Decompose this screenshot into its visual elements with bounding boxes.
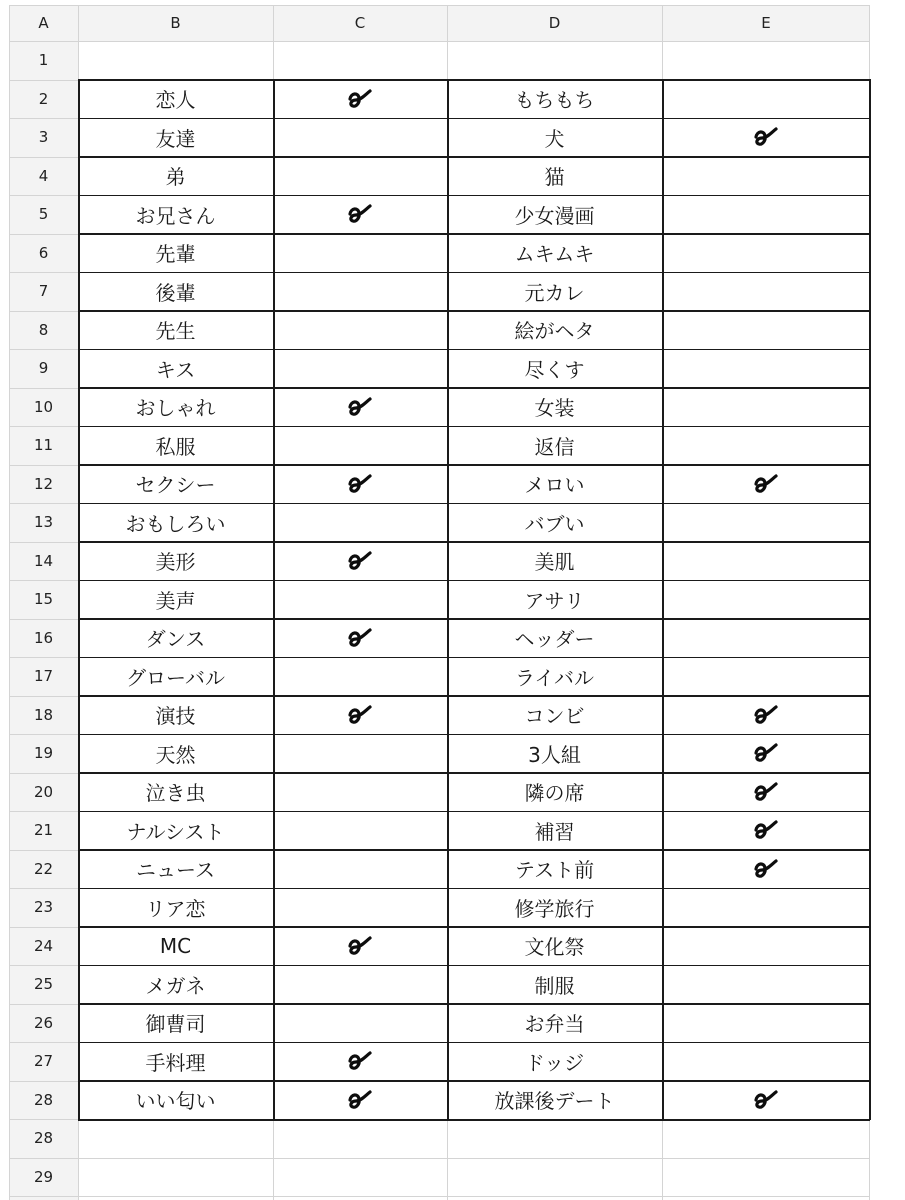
row-header[interactable]: 9 [38, 359, 49, 378]
cell-e28[interactable] [662, 1081, 870, 1120]
cell-b14[interactable]: 美形 [155, 550, 196, 575]
cell-e10[interactable] [662, 388, 870, 427]
table-border-h [78, 657, 870, 659]
cell-e23[interactable] [662, 888, 870, 927]
row-header[interactable]: 1 [38, 51, 49, 70]
table-border-h [78, 272, 870, 274]
checkmark-icon [754, 1090, 778, 1110]
checkmark-icon [754, 859, 778, 879]
cell-d25[interactable]: 制服 [534, 973, 575, 998]
table-border-h [78, 849, 870, 851]
cell-d9[interactable]: 尽くす [524, 357, 585, 382]
cell-b12[interactable]: セクシー [135, 473, 216, 498]
corner-header[interactable]: A [38, 14, 49, 32]
cell-b13[interactable]: おもしろい [125, 511, 226, 536]
checkmark-icon [754, 474, 778, 494]
cell-d17[interactable]: ライバル [515, 665, 594, 690]
checkmark-icon [754, 743, 778, 763]
cell-b18[interactable]: 演技 [155, 704, 196, 729]
row-header[interactable]: 2 [38, 89, 49, 108]
row-header[interactable]: 18 [33, 705, 54, 724]
cell-d30[interactable] [447, 1158, 662, 1197]
cell-d13[interactable]: バブい [524, 511, 585, 536]
table-border-h [78, 888, 870, 890]
cell-d21[interactable]: 補習 [534, 819, 575, 844]
table-border-h [78, 503, 870, 505]
cell-c28[interactable] [273, 1081, 447, 1120]
checkmark-icon [754, 820, 778, 840]
cell-d29[interactable] [447, 1119, 662, 1158]
cell-d23[interactable]: 修学旅行 [514, 896, 595, 921]
cell-e11[interactable] [662, 426, 870, 465]
cell-c22[interactable] [273, 850, 447, 889]
checkmark-icon [348, 397, 372, 417]
cell-b10[interactable]: おしゃれ [135, 396, 216, 421]
table-border-h [78, 618, 870, 620]
table-border-h [78, 310, 870, 312]
cell-b11[interactable]: 私服 [155, 434, 196, 459]
cell-e4[interactable] [662, 157, 870, 196]
table-border-h [78, 1042, 870, 1044]
cell-b2[interactable]: 恋人 [155, 88, 196, 113]
cell-d5[interactable]: 少女漫画 [514, 203, 595, 228]
cell-b27[interactable]: 手料理 [145, 1050, 206, 1075]
row-header[interactable]: 28 [33, 1090, 54, 1109]
cell-e15[interactable] [662, 580, 870, 619]
checkmark-icon [348, 936, 372, 956]
table-border-h [78, 541, 870, 543]
cell-e19[interactable] [662, 734, 870, 773]
checkmark-icon [348, 1090, 372, 1110]
cell-e12[interactable] [662, 465, 870, 504]
cell-b20[interactable]: 泣き虫 [145, 781, 206, 806]
cell-b22[interactable]: ニュース [136, 858, 215, 883]
column-header-d[interactable]: D [548, 14, 561, 32]
cell-b6[interactable]: 先輩 [155, 242, 196, 267]
row-header[interactable]: 3 [38, 128, 49, 147]
table-border-h [78, 387, 870, 389]
cell-b21[interactable]: ナルシスト [126, 819, 225, 844]
checkmark-icon [348, 204, 372, 224]
cell-b4[interactable]: 弟 [165, 165, 186, 190]
cell-b23[interactable]: リア恋 [145, 896, 206, 921]
cell-c30[interactable] [273, 1158, 447, 1197]
table-border-v [662, 79, 664, 1120]
checkmark-icon [754, 127, 778, 147]
cell-d27[interactable]: ドッジ [524, 1050, 585, 1075]
table-border-h [78, 734, 870, 736]
cell-d1[interactable] [447, 41, 662, 80]
cell-b3[interactable]: 友達 [155, 126, 196, 151]
cell-d4[interactable]: 猫 [544, 165, 565, 190]
cell-d7[interactable]: 元カレ [524, 280, 585, 305]
row-header[interactable]: 14 [33, 551, 54, 570]
row-header[interactable]: 17 [33, 667, 54, 686]
row-header[interactable]: 8 [38, 320, 49, 339]
table-border-h [78, 1080, 870, 1082]
cell-e25[interactable] [662, 965, 870, 1004]
spreadsheet [9, 5, 870, 1200]
table-border-h [78, 1119, 870, 1121]
row-header[interactable]: 23 [33, 898, 54, 917]
cell-e13[interactable] [662, 503, 870, 542]
table-border-h [78, 811, 870, 813]
cell-e21[interactable] [662, 811, 870, 850]
cell-e16[interactable] [662, 619, 870, 658]
cell-d3[interactable]: 犬 [544, 126, 565, 151]
table-border-h [78, 349, 870, 351]
cell-d26[interactable]: お弁当 [524, 1012, 585, 1037]
cell-c14[interactable] [273, 542, 447, 581]
row-header[interactable]: 24 [33, 936, 54, 955]
row-header[interactable]: 29 [33, 1167, 54, 1186]
cell-c11[interactable] [273, 426, 447, 465]
row-header[interactable]: 13 [33, 513, 54, 532]
row-header[interactable]: 7 [38, 282, 49, 301]
cell-e27[interactable] [662, 1042, 870, 1081]
cell-b28[interactable]: いい匂い [135, 1089, 216, 1114]
cell-d12[interactable]: メロい [524, 473, 585, 498]
cell-b8[interactable]: 先生 [155, 319, 196, 344]
row-header[interactable]: 20 [33, 782, 54, 801]
cell-c6[interactable] [273, 234, 447, 273]
cell-b16[interactable]: ダンス [145, 627, 206, 652]
cell-b9[interactable]: キス [155, 357, 196, 382]
row-header[interactable]: 27 [33, 1052, 54, 1071]
table-border-h [78, 772, 870, 774]
cell-b5[interactable]: お兄さん [135, 203, 216, 228]
column-header-b[interactable]: B [170, 14, 181, 32]
cell-e24[interactable] [662, 927, 870, 966]
checkmark-icon [348, 89, 372, 109]
cell-d20[interactable]: 隣の席 [524, 781, 585, 806]
cell-d11[interactable]: 返信 [534, 434, 575, 459]
table-border-v [869, 79, 871, 1120]
cell-e5[interactable] [662, 195, 870, 234]
table-border-h [78, 464, 870, 466]
row-header[interactable]: 21 [33, 821, 54, 840]
row-header[interactable]: 4 [38, 166, 49, 185]
table-border-v [273, 79, 275, 1120]
cell-d2[interactable]: もちもち [514, 88, 595, 113]
cell-e29[interactable] [662, 1119, 870, 1158]
row-header[interactable]: 11 [33, 436, 54, 455]
checkmark-icon [348, 628, 372, 648]
gridline-h [9, 1196, 870, 1197]
table-border-h [78, 79, 870, 81]
cell-d22[interactable]: テスト前 [514, 858, 595, 883]
cell-c25[interactable] [273, 965, 447, 1004]
row-header[interactable]: 12 [33, 474, 54, 493]
cell-c13[interactable] [273, 503, 447, 542]
cell-c5[interactable] [273, 195, 447, 234]
cell-d15[interactable]: アサリ [524, 588, 585, 613]
table-border-v [78, 79, 80, 1120]
cell-b7[interactable]: 後輩 [155, 280, 196, 305]
column-header-c[interactable]: C [354, 14, 366, 32]
row-header[interactable]: 15 [33, 590, 54, 609]
cell-e26[interactable] [662, 1004, 870, 1043]
cell-c3[interactable] [273, 118, 447, 157]
cell-e3[interactable] [662, 118, 870, 157]
table-border-h [78, 426, 870, 428]
checkmark-icon [348, 705, 372, 725]
cell-d18[interactable]: コンビ [524, 704, 585, 729]
cell-e8[interactable] [662, 311, 870, 350]
cell-c15[interactable] [273, 580, 447, 619]
table-border-h [78, 156, 870, 158]
cell-c19[interactable] [273, 734, 447, 773]
checkmark-icon [348, 474, 372, 494]
cell-d6[interactable]: ムキムキ [514, 242, 595, 267]
row-header[interactable]: 28 [33, 1129, 54, 1148]
column-header-e[interactable]: E [761, 14, 771, 32]
cell-e14[interactable] [662, 542, 870, 581]
checkmark-icon [348, 551, 372, 571]
row-header[interactable]: 26 [33, 1013, 54, 1032]
cell-b1[interactable] [78, 41, 273, 80]
cell-b30[interactable] [78, 1158, 273, 1197]
cell-d14[interactable]: 美肌 [534, 550, 575, 575]
cell-d16[interactable]: ヘッダー [514, 627, 595, 652]
table-border-h [78, 195, 870, 197]
cell-c21[interactable] [273, 811, 447, 850]
table-border-h [78, 118, 870, 120]
cell-c2[interactable] [273, 80, 447, 119]
row-header[interactable]: 22 [33, 859, 54, 878]
cell-c10[interactable] [273, 388, 447, 427]
cell-c26[interactable] [273, 1004, 447, 1043]
cell-c16[interactable] [273, 619, 447, 658]
checkmark-icon [754, 705, 778, 725]
cell-e17[interactable] [662, 657, 870, 696]
cell-e6[interactable] [662, 234, 870, 273]
cell-e9[interactable] [662, 349, 870, 388]
cell-e30[interactable] [662, 1158, 870, 1197]
row-header[interactable]: 10 [33, 397, 54, 416]
cell-e2[interactable] [662, 80, 870, 119]
table-border-h [78, 926, 870, 928]
gridline-h [9, 5, 870, 6]
cell-e18[interactable] [662, 696, 870, 735]
cell-b19[interactable]: 天然 [155, 742, 196, 767]
cell-c4[interactable] [273, 157, 447, 196]
row-header[interactable]: 5 [38, 205, 49, 224]
cell-c9[interactable] [273, 349, 447, 388]
cell-b15[interactable]: 美声 [155, 588, 196, 613]
checkmark-icon [348, 1051, 372, 1071]
cell-b25[interactable]: メガネ [145, 973, 206, 998]
row-header[interactable]: 25 [33, 975, 54, 994]
cell-c23[interactable] [273, 888, 447, 927]
cell-c24[interactable] [273, 927, 447, 966]
row-header[interactable]: 6 [38, 243, 49, 262]
cell-d10[interactable]: 女装 [534, 396, 575, 421]
cell-d8[interactable]: 絵がヘタ [514, 319, 595, 344]
row-header[interactable]: 16 [33, 628, 54, 647]
cell-c12[interactable] [273, 465, 447, 504]
cell-e20[interactable] [662, 773, 870, 812]
cell-b24[interactable]: MC [159, 933, 192, 958]
row-header[interactable]: 19 [33, 744, 54, 763]
table-border-h [78, 580, 870, 582]
table-border-h [78, 1003, 870, 1005]
cell-e7[interactable] [662, 272, 870, 311]
cell-d24[interactable]: 文化祭 [524, 935, 585, 960]
cell-c18[interactable] [273, 696, 447, 735]
cell-c27[interactable] [273, 1042, 447, 1081]
cell-d28[interactable]: 放課後デート [494, 1089, 615, 1114]
cell-c20[interactable] [273, 773, 447, 812]
cell-c29[interactable] [273, 1119, 447, 1158]
table-border-h [78, 695, 870, 697]
table-border-v [447, 79, 449, 1120]
cell-b29[interactable] [78, 1119, 273, 1158]
cell-d19[interactable]: 3人組 [528, 742, 581, 767]
cell-c8[interactable] [273, 311, 447, 350]
cell-b17[interactable]: グローバル [126, 665, 225, 690]
table-border-h [78, 965, 870, 967]
checkmark-icon [754, 782, 778, 802]
cell-e1[interactable] [662, 41, 870, 80]
cell-b26[interactable]: 御曹司 [145, 1012, 206, 1037]
cell-c17[interactable] [273, 657, 447, 696]
cell-c7[interactable] [273, 272, 447, 311]
table-border-h [78, 233, 870, 235]
cell-e22[interactable] [662, 850, 870, 889]
cell-c1[interactable] [273, 41, 447, 80]
